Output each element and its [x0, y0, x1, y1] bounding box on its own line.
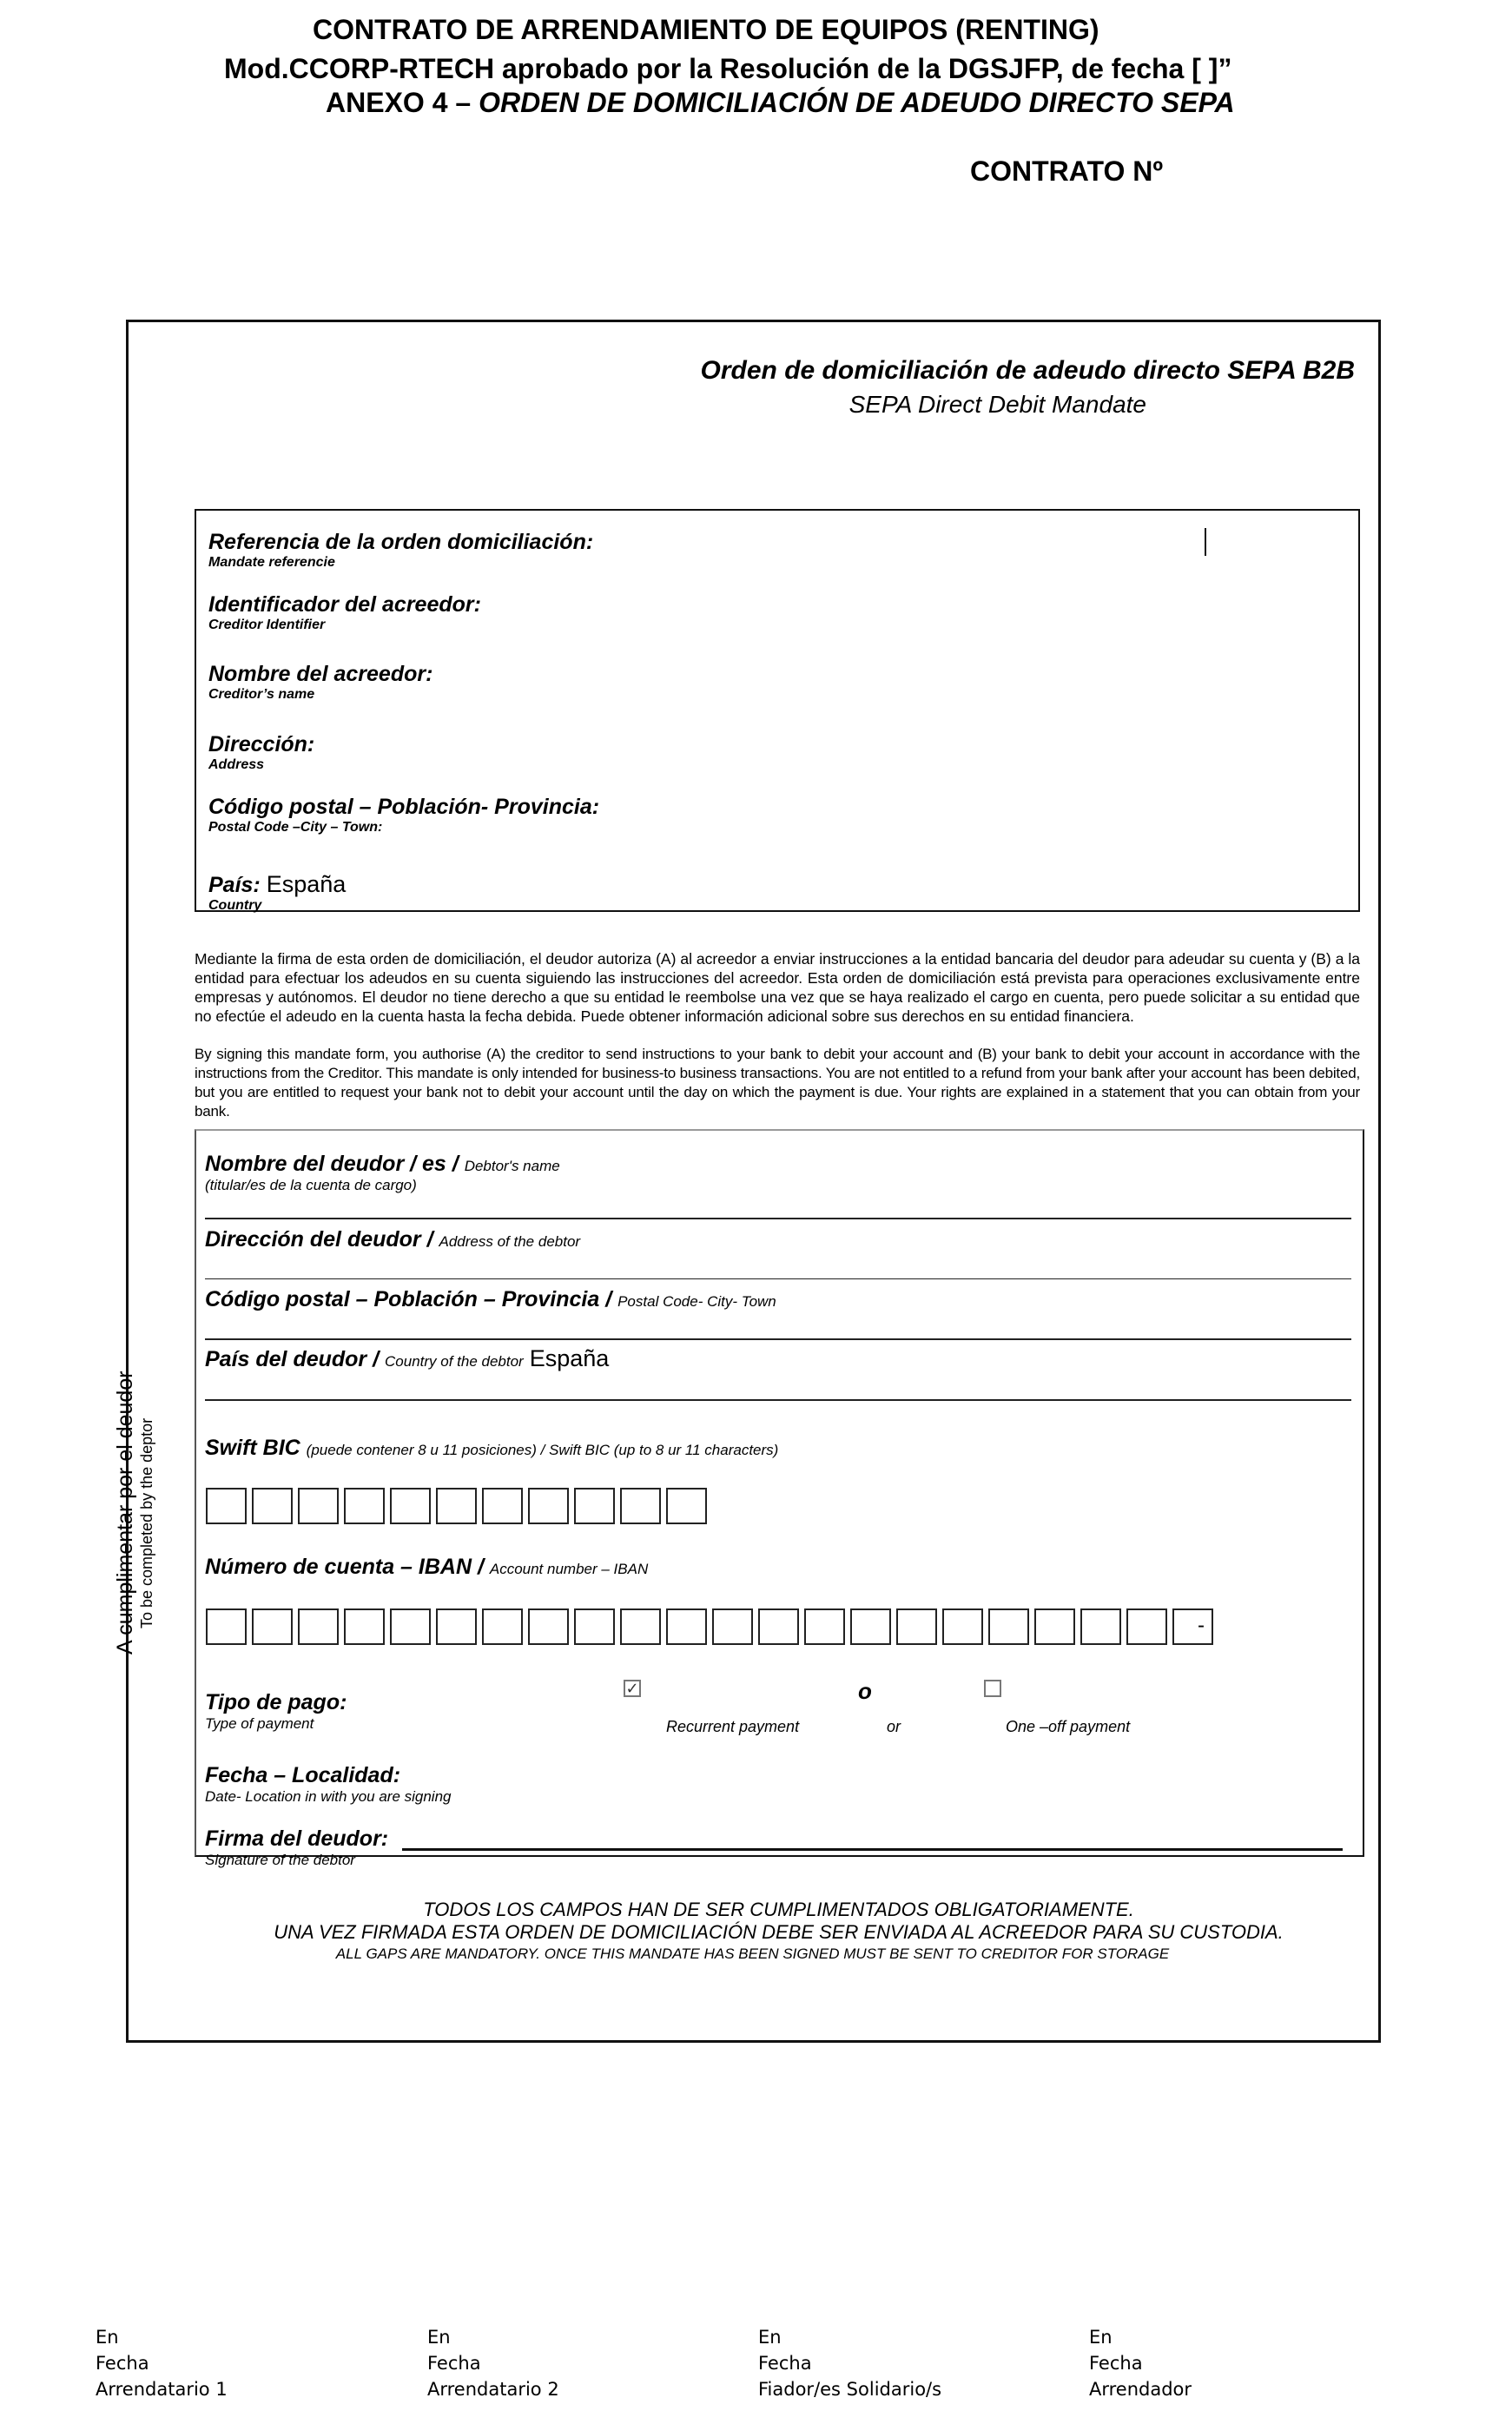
swift-bic-label-row	[205, 1436, 778, 1461]
creditor-postal-label: Código postal – Población- Provincia:	[208, 795, 600, 819]
signature-role: Arrendatario 1	[96, 2379, 228, 2400]
swift-bic-cell[interactable]	[482, 1488, 523, 1524]
debtor-postal-en: Postal Code- City- Town	[617, 1293, 776, 1310]
signature-role: Fiador/es Solidario/s	[758, 2379, 942, 2400]
mandate-reference-label: Referencia de la orden domiciliación:	[208, 530, 594, 554]
swift-bic-cell[interactable]	[298, 1488, 339, 1524]
swift-bic-label: Swift BIC	[205, 1436, 300, 1460]
annex-prefix: ANEXO 4 –	[326, 87, 472, 118]
payment-type-sublabel: Type of payment	[205, 1715, 314, 1732]
mandate-reference-field[interactable]	[208, 530, 593, 571]
iban-cell[interactable]	[620, 1608, 661, 1645]
doc-model-line: Mod.CCORP-RTECH aprobado por la Resolución de la DGSJFP, de fecha [ ]”	[224, 53, 1232, 84]
payment-or-en: or	[887, 1718, 901, 1735]
iban-cell[interactable]	[252, 1608, 293, 1645]
creditor-postal-sublabel: Postal Code –City – Town:	[208, 820, 383, 835]
creditor-country-value: España	[266, 871, 347, 897]
swift-bic-cell[interactable]	[436, 1488, 477, 1524]
debtor-postal-field[interactable]	[205, 1287, 776, 1312]
debtor-side-label-es: A cumplimentar por el deudor	[113, 1371, 137, 1655]
iban-cell[interactable]	[1034, 1608, 1075, 1645]
doc-title: CONTRATO DE ARRENDAMIENTO DE EQUIPOS (RENTING)	[313, 14, 1099, 45]
mandate-subtitle: SEPA Direct Debit Mandate	[848, 391, 1146, 418]
payment-or-es: o	[858, 1678, 872, 1704]
signature-block-fiador	[758, 2324, 1045, 2402]
iban-cell[interactable]	[666, 1608, 707, 1645]
creditor-name-sublabel: Creditor’s name	[208, 687, 315, 702]
iban-cell[interactable]	[758, 1608, 799, 1645]
debtor-address-en: Address of the debtor	[439, 1233, 581, 1250]
debtor-signature-field[interactable]	[205, 1826, 388, 1869]
debtor-country-en: Country of the debtor	[385, 1353, 524, 1370]
creditor-address-sublabel: Address	[208, 757, 265, 772]
signature-place: En	[427, 2327, 451, 2348]
signature-block-arrendatario-1	[96, 2324, 382, 2402]
creditor-name-field[interactable]	[208, 662, 432, 703]
swift-bic-cell[interactable]	[528, 1488, 569, 1524]
date-location-label: Fecha – Localidad:	[205, 1763, 401, 1787]
iban-cell[interactable]	[298, 1608, 339, 1645]
signature-block-arrendatario-2	[427, 2324, 714, 2402]
swift-bic-cell[interactable]	[666, 1488, 707, 1524]
iban-input[interactable]	[206, 1608, 1213, 1645]
swift-bic-cell[interactable]	[390, 1488, 431, 1524]
debtor-signature-label: Firma del deudor:	[205, 1826, 389, 1851]
iban-cell[interactable]	[390, 1608, 431, 1645]
recurrent-payment-label: Recurrent payment	[666, 1718, 800, 1735]
signature-role: Arrendador	[1089, 2379, 1192, 2400]
iban-cell[interactable]	[896, 1608, 937, 1645]
debtor-postal-label: Código postal – Población – Provincia /	[205, 1287, 612, 1311]
swift-bic-note: (puede contener 8 u 11 posiciones) / Swift BIC (up to 8 ur 11 characters)	[306, 1442, 779, 1458]
swift-bic-cell[interactable]	[344, 1488, 385, 1524]
swift-bic-cell[interactable]	[206, 1488, 247, 1524]
debtor-postal-line	[205, 1338, 1351, 1340]
iban-cell[interactable]	[850, 1608, 891, 1645]
debtor-address-line	[205, 1278, 1351, 1279]
signature-date: Fecha	[427, 2353, 481, 2374]
creditor-country-label: País:	[208, 873, 261, 897]
creditor-address-label: Dirección:	[208, 732, 315, 756]
annex-name: ORDEN DE DOMICILIACIÓN DE ADEUDO DIRECTO SEPA	[479, 87, 1235, 118]
oneoff-payment-checkbox[interactable]	[984, 1680, 1001, 1697]
swift-bic-cell[interactable]	[620, 1488, 661, 1524]
recurrent-payment-checkbox[interactable]: ✓	[624, 1680, 641, 1697]
iban-cell[interactable]	[206, 1608, 247, 1645]
debtor-side-label-en: To be completed by the deptor	[138, 1417, 155, 1628]
creditor-country-sublabel: Country	[208, 898, 262, 913]
signature-place: En	[758, 2327, 782, 2348]
swift-bic-cell[interactable]	[574, 1488, 615, 1524]
signature-place: En	[1089, 2327, 1113, 2348]
iban-cell[interactable]	[1126, 1608, 1167, 1645]
iban-cell[interactable]	[436, 1608, 477, 1645]
iban-cell[interactable]	[344, 1608, 385, 1645]
mandate-title: Orden de domiciliación de adeudo directo SEPA B2B	[700, 356, 1355, 385]
debtor-signature-sublabel: Signature of the debtor	[205, 1852, 355, 1868]
iban-cell[interactable]	[574, 1608, 615, 1645]
creditor-identifier-sublabel: Creditor Identifier	[208, 618, 326, 632]
payment-type-label: Tipo de pago:	[205, 1690, 347, 1714]
debtor-country-line	[205, 1399, 1351, 1401]
creditor-identifier-label: Identificador del acreedor:	[208, 592, 481, 617]
iban-cell[interactable]	[942, 1608, 983, 1645]
date-location-field[interactable]	[205, 1763, 452, 1806]
iban-cell[interactable]	[482, 1608, 523, 1645]
debtor-address-label: Dirección del deudor /	[205, 1227, 433, 1252]
creditor-name-label: Nombre del acreedor:	[208, 662, 433, 686]
iban-label: Número de cuenta – IBAN /	[205, 1555, 484, 1579]
annex-title	[326, 89, 1235, 116]
debtor-side-label	[113, 1371, 156, 1655]
payment-type-field	[205, 1690, 347, 1733]
footer-line-2: UNA VEZ FIRMADA ESTA ORDEN DE DOMICILIACIÓN DEBE SER ENVIADA AL ACREEDOR PARA SU CUSTODIA.	[274, 1921, 1284, 1943]
iban-cell-last[interactable]: -	[1172, 1608, 1213, 1645]
signature-place: En	[96, 2327, 119, 2348]
creditor-address-field[interactable]	[208, 732, 314, 773]
text-cursor-icon	[1205, 528, 1206, 556]
debtor-address-field[interactable]	[205, 1227, 580, 1252]
footer-line-1: TODOS LOS CAMPOS HAN DE SER CUMPLIMENTADOS OBLIGATORIAMENTE.	[423, 1899, 1134, 1920]
signature-date: Fecha	[96, 2353, 149, 2374]
signature-date: Fecha	[1089, 2353, 1143, 2374]
iban-cell[interactable]	[528, 1608, 569, 1645]
iban-cell[interactable]	[712, 1608, 753, 1645]
debtor-name-line	[205, 1218, 1351, 1219]
debtor-name-label: Nombre del deudor / es /	[205, 1152, 459, 1176]
iban-label-row	[205, 1555, 648, 1580]
creditor-country-field[interactable]	[208, 871, 346, 914]
mandate-title-block	[434, 356, 1355, 419]
signature-date: Fecha	[758, 2353, 812, 2374]
authorisation-text-en: By signing this mandate form, you authorise (A) the creditor to send instructions to your bank to debit your account and (B) your bank to debit your account in accordance with the instructions from the Creditor. This mandate is only intended for business-to business transactions. You are not entitled to a refund from your bank after your account has been debited, but you are entitled to request your bank not to debit your account until the day on which the payment is due. Your rights are explained in a statement that you can obtain from your bank.	[195, 1046, 1360, 1120]
debtor-name-en: Debtor's name	[464, 1158, 560, 1174]
iban-cell[interactable]	[988, 1608, 1029, 1645]
debtor-name-sublabel: (titular/es de la cuenta de cargo)	[205, 1177, 417, 1193]
iban-en: Account number – IBAN	[489, 1561, 649, 1577]
debtor-signature-line	[402, 1848, 1343, 1851]
swift-bic-cell[interactable]	[252, 1488, 293, 1524]
contract-number-label: CONTRATO Nº	[970, 155, 1164, 187]
iban-cell[interactable]	[1080, 1608, 1121, 1645]
footer-line-3: ALL GAPS ARE MANDATORY. ONCE THIS MANDATE HAS BEEN SIGNED MUST BE SENT TO CREDITOR FOR STORAGE	[335, 1945, 1170, 1962]
swift-bic-input[interactable]	[206, 1488, 712, 1524]
oneoff-payment-label: One –off payment	[1006, 1718, 1131, 1735]
debtor-country-field[interactable]	[205, 1345, 609, 1372]
authorisation-text-es: Mediante la firma de esta orden de domiciliación, el deudor autoriza (A) al acreedor a enviar instrucciones a la entidad bancaria del deudor para adeudar su cuenta y (B) a la entidad para efectuar los adeudos en su cuenta siguiendo las instrucciones del acreedor. Esta orden de domiciliación está prevista para operaciones exclusivamente entre empresas y autónomos. El deudor no tiene derecho a que su entidad le reembolse una vez que se haya realizado el cargo en cuenta, pero puede solicitar a su entidad que no efectúe el adeudo en la cuenta hasta la fecha debida. Puede obtener información adicional sobre sus derechos en su entidad financiera.	[195, 950, 1360, 1025]
date-location-sublabel: Date- Location in with you are signing	[205, 1788, 452, 1805]
creditor-postal-field[interactable]	[208, 795, 599, 836]
iban-cell[interactable]	[804, 1608, 845, 1645]
debtor-name-field[interactable]	[205, 1152, 560, 1194]
debtor-country-label: País del deudor /	[205, 1347, 380, 1371]
creditor-identifier-field[interactable]	[208, 592, 481, 633]
signature-role: Arrendatario 2	[427, 2379, 559, 2400]
signature-block-arrendador	[1089, 2324, 1376, 2402]
mandate-reference-sublabel: Mandate referencie	[208, 555, 335, 570]
debtor-country-value: España	[529, 1345, 610, 1371]
